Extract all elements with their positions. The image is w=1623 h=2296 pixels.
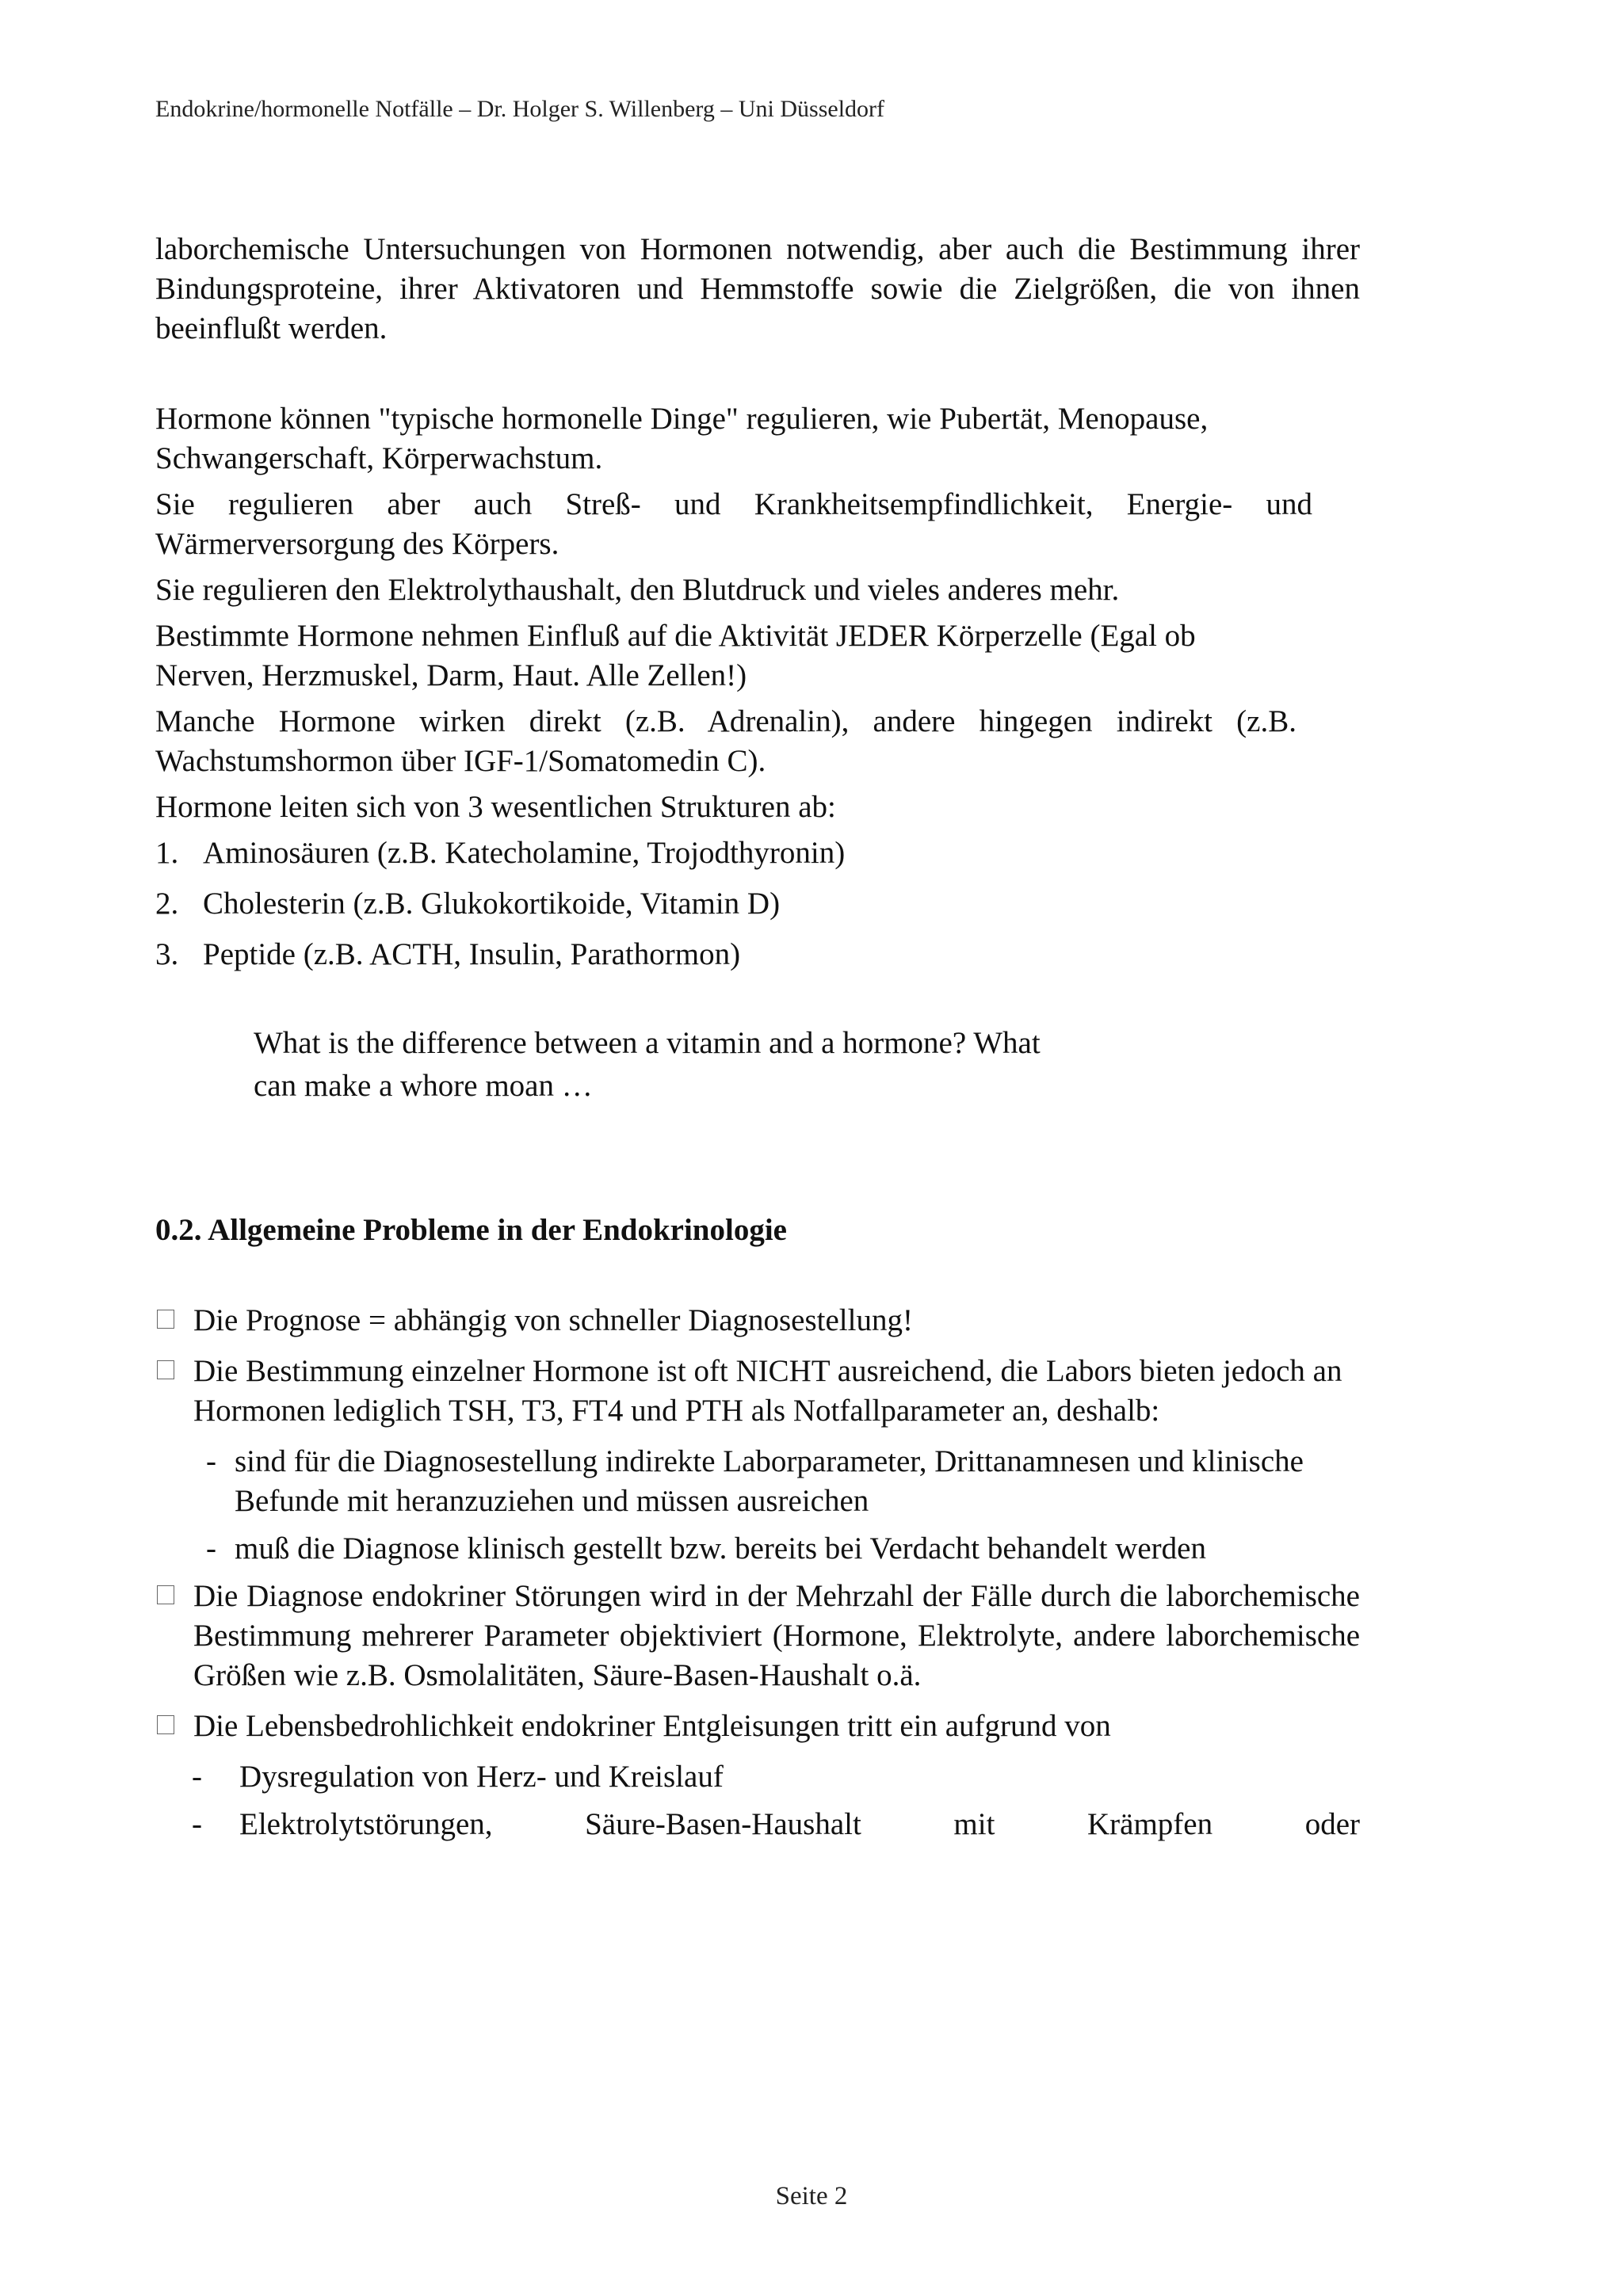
intro-paragraph-5: Bestimmte Hormone nehmen Einfluß auf die Aktivität JEDER Körperzelle (Egal ob Nerven, Herzmuskel, Darm, Haut. Alle Zellen!) — [155, 619, 1196, 692]
intro-paragraph-4: Sie regulieren den Elektrolythaushalt, den Blutdruck und vieles anderes mehr. — [155, 573, 1120, 607]
checkbox-bullet-icon — [157, 1585, 174, 1604]
list-text: Aminosäuren (z.B. Katecholamine, Trojodthyronin) — [203, 836, 846, 870]
bullet-item — [155, 1577, 1360, 1695]
sub-bullet-item — [187, 1442, 1360, 1521]
bullet-text: Die Prognose = abhängig von schneller Diagnosestellung! — [193, 1303, 913, 1337]
page-content — [155, 230, 1360, 1852]
intro-paragraph-6: Manche Hormone wirken direkt (z.B. Adrenalin), andere hingegen indirekt (z.B. Wachstumshormon über IGF-1/Somatomedin C). — [155, 704, 1296, 778]
bullet-item — [155, 1707, 1360, 1746]
sub-bullet-item — [192, 1757, 1360, 1797]
list-text: Cholesterin (z.B. Glukokortikoide, Vitamin D) — [203, 887, 781, 921]
intro-paragraph-3: Sie regulieren aber auch Streß- und Krankheitsempfindlichkeit, Energie- und Wärmerversorgung des Körpers. — [155, 487, 1312, 561]
intro-paragraph-2: Hormone können "typische hormonelle Dinge" regulieren, wie Pubertät, Menopause, Schwangerschaft, Körperwachstum. — [155, 402, 1209, 475]
bullet-text: Die Lebensbedrohlichkeit endokriner Entgleisungen tritt ein aufgrund von — [193, 1709, 1111, 1743]
quote-line-1: What is the difference between a vitamin and a hormone? What — [254, 1026, 1041, 1060]
structure-list — [155, 833, 1360, 974]
list-number: 3. — [155, 937, 179, 971]
list-item — [155, 935, 1360, 974]
page-header: Endokrine/hormonelle Notfälle – Dr. Holger S. Willenberg – Uni Düsseldorf — [155, 96, 885, 122]
dash-marker: - — [192, 1807, 202, 1841]
dash-marker: - — [192, 1760, 202, 1794]
sub-bullet-text: muß die Diagnose klinisch gestellt bzw. bereits bei Verdacht behandelt werden — [235, 1531, 1206, 1566]
list-item — [155, 833, 1360, 873]
sub-bullet-text: sind für die Diagnosestellung indirekte Laborparameter, Drittanamnesen und klinische Befunde mit heranzuziehen und müssen ausreichen — [235, 1444, 1304, 1518]
intro-paragraph-7: Hormone leiten sich von 3 wesentlichen Strukturen ab: — [155, 790, 836, 824]
problem-bullet-list — [155, 1301, 1360, 1844]
dash-marker: - — [206, 1444, 216, 1478]
bullet-text: Die Diagnose endokriner Störungen wird in der Mehrzahl der Fälle durch die laborchemische Bestimmung mehrerer Parameter objektiviert (Hormone, Elektrolyte, andere laborchemische Größen wie z.B. Osmolalitäten, Säure-Basen-Haushalt o.ä. — [193, 1579, 1360, 1692]
list-text: Peptide (z.B. ACTH, Insulin, Parathormon) — [203, 937, 741, 971]
quote-line-2: can make a whore moan … — [254, 1069, 593, 1103]
sub-bullet-item — [192, 1805, 1360, 1844]
bullet-text: Die Bestimmung einzelner Hormone ist oft NICHT ausreichend, die Labors bieten jedoch an Hormonen lediglich TSH, T3, FT4 und PTH als Notfallparameter an, deshalb: — [193, 1354, 1342, 1428]
bullet-item — [155, 1301, 1360, 1341]
sub-bullet-text: Dysregulation von Herz- und Kreislauf — [239, 1760, 724, 1794]
checkbox-bullet-icon — [157, 1310, 174, 1329]
list-number: 2. — [155, 887, 179, 921]
sub-bullet-text: Elektrolytstörungen, Säure-Basen-Haushalt mit Krämpfen oder — [239, 1807, 1360, 1841]
section-heading: 0.2. Allgemeine Probleme in der Endokrinologie — [155, 1213, 787, 1247]
page-number: Seite 2 — [775, 2182, 848, 2210]
bullet-item — [155, 1352, 1360, 1431]
checkbox-bullet-icon — [157, 1360, 174, 1379]
checkbox-bullet-icon — [157, 1715, 174, 1734]
list-item — [155, 884, 1360, 924]
list-number: 1. — [155, 836, 179, 870]
sub-bullet-item — [187, 1529, 1360, 1569]
intro-paragraph-1: laborchemische Untersuchungen von Hormonen notwendig, aber auch die Bestimmung ihrer Bindungsproteine, ihrer Aktivatoren und Hemmstoffe sowie die Zielgrößen, die von ihnen beeinflußt werden. — [155, 232, 1360, 345]
quote-block — [254, 1022, 1109, 1108]
dash-marker: - — [206, 1531, 216, 1566]
